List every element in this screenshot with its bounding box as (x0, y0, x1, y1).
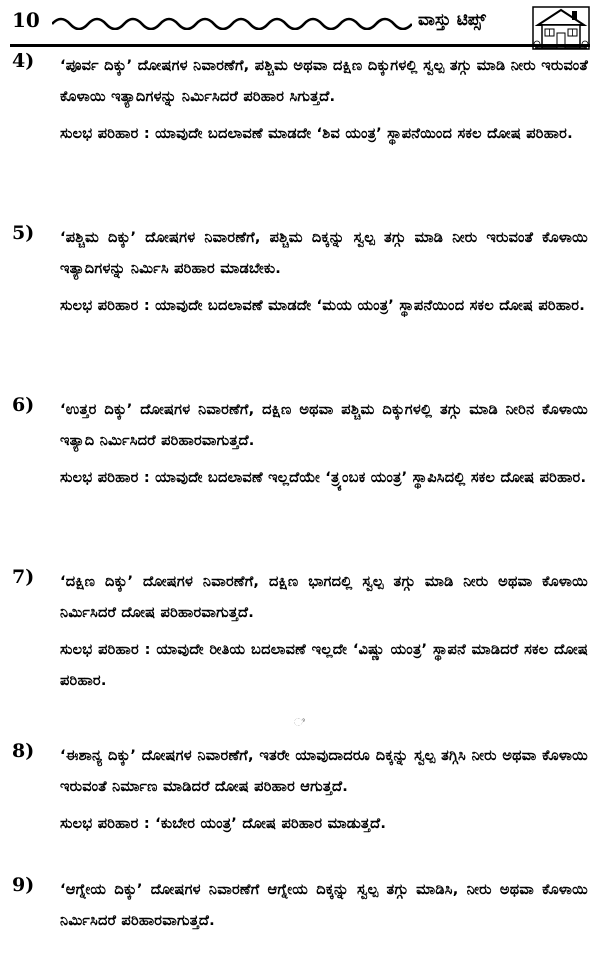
header-rule (10, 44, 590, 47)
entry-number: 6) (12, 394, 35, 416)
print-speck: ಿ (294, 716, 305, 729)
entry-remedy-text: ಸುಲಭ ಪರಿಹಾರ : ಯಾವುದೇ ಬದಲಾವಣೆ ಮಾಡದೇ ‘ಮಯ ಯಂತ್ರ’ ಸ್ಥಾಪನೆಯಿಂದ ಸಕಲ ದೋಷ ಪರಿಹಾರ. (60, 297, 585, 314)
entry-remedy-text: ಸುಲಭ ಪರಿಹಾರ : ಯಾವುದೇ ರೀತಿಯ ಬದಲಾವಣೆ ಇಲ್ಲದೇ ‘ವಿಷ್ಣು ಯಂತ್ರ’ ಸ್ಥಾಪನೆ ಮಾಡಿದರೆ ಸಕಲ ದೋಷ ಪರಿಹಾರ. (60, 641, 588, 689)
entry-number: 4) (12, 50, 35, 72)
entry-remedy-text: ಸುಲಭ ಪರಿಹಾರ : ಯಾವುದೇ ಬದಲಾವಣೆ ಇಲ್ಲದೆಯೇ ‘ತ್ರ್ಯಂಬಕ ಯಂತ್ರ’ ಸ್ಥಾಪಿಸಿದಲ್ಲಿ ಸಕಲ ದೋಷ ಪರಿಹಾರ. (60, 469, 587, 486)
entry-problem-text: ‘ಪಶ್ಚಿಮ ದಿಕ್ಕು’ ದೋಷಗಳ ನಿವಾರಣೆಗೆ, ಪಶ್ಚಿಮ ದಿಕ್ಕನ್ನು ಸ್ವಲ್ಪ ತಗ್ಗು ಮಾಡಿ ನೀರು ಇರುವಂತೆ ಕೊಳಾಯಿ ಇತ್ಯಾದಿಗಳನ್ನು ನಿರ್ಮಿಸಿ ಪರಿಹಾರ ಮಾಡಬೇಕು. (60, 229, 588, 277)
entry-problem-text: ‘ದಕ್ಷಿಣ ದಿಕ್ಕು’ ದೋಷಗಳ ನಿವಾರಣೆಗೆ, ದಕ್ಷಿಣ ಭಾಗದಲ್ಲಿ ಸ್ವಲ್ಪ ತಗ್ಗು ಮಾಡಿ ನೀರು ಅಥವಾ ಕೊಳಾಯಿ ನಿರ್ಮಿಸಿದರೆ ದೋಷ ಪರಿಹಾರವಾಗುತ್ತದೆ. (60, 573, 588, 621)
entry-body (60, 50, 588, 149)
entry-body (60, 740, 588, 839)
entry-number: 9) (12, 874, 35, 896)
entry-body (60, 566, 588, 696)
entry-problem-text: ‘ಆಗ್ನೇಯ ದಿಕ್ಕು’ ದೋಷಗಳ ನಿವಾರಣೆಗೆ ಆಗ್ನೇಯ ದಿಕ್ಕನ್ನು ಸ್ವಲ್ಪ ತಗ್ಗು ಮಾಡಿಸಿ, ನೀರು ಅಥವಾ ಕೊಳಾಯಿ ನಿರ್ಮಿಸಿದರೆ ಪರಿಹಾರವಾಗುತ್ತದೆ. (60, 881, 588, 929)
entry-body (60, 222, 588, 321)
page-number: 10 (12, 8, 40, 32)
entry-body (60, 394, 588, 493)
entry-number: 8) (12, 740, 35, 762)
entry-body (60, 874, 588, 936)
wave-ornament (52, 12, 412, 30)
entry-problem-text: ‘ಪೂರ್ವ ದಿಕ್ಕು’ ದೋಷಗಳ ನಿವಾರಣೆಗೆ, ಪಶ್ಚಿಮ ಅಥವಾ ದಕ್ಷಿಣ ದಿಕ್ಕುಗಳಲ್ಲಿ ಸ್ವಲ್ಪ ತಗ್ಗು ಮಾಡಿ ನೀರು ಇರುವಂತೆ ಕೊಳಾಯಿ ಇತ್ಯಾದಿಗಳನ್ನು ನಿರ್ಮಿಸಿದರೆ ಪರಿಹಾರ ಸಿಗುತ್ತದೆ. (60, 57, 588, 105)
entry-remedy-text: ಸುಲಭ ಪರಿಹಾರ : ‘ಕುಬೇರ ಯಂತ್ರ’ ದೋಷ ಪರಿಹಾರ ಮಾಡುತ್ತದೆ. (60, 815, 387, 832)
entry-problem-text: ‘ಉತ್ತರ ದಿಕ್ಕು’ ದೋಷಗಳ ನಿವಾರಣೆಗೆ, ದಕ್ಷಿಣ ಅಥವಾ ಪಶ್ಚಿಮ ದಿಕ್ಕುಗಳಲ್ಲಿ ತಗ್ಗು ಮಾಡಿ ನೀರಿನ ಕೊಳಾಯಿ ಇತ್ಯಾದಿ ನಿರ್ಮಿಸಿದರೆ ಪರಿಹಾರವಾಗುತ್ತದೆ. (60, 401, 588, 449)
entry-number: 5) (12, 222, 35, 244)
entry-problem-text: ‘ಈಶಾನ್ಯ ದಿಕ್ಕು’ ದೋಷಗಳ ನಿವಾರಣೆಗೆ, ಇತರೇ ಯಾವುದಾದರೂ ದಿಕ್ಕನ್ನು ಸ್ವಲ್ಪ ತಗ್ಗಿಸಿ ನೀರು ಅಥವಾ ಕೊಳಾಯಿ ಇರುವಂತೆ ನಿರ್ಮಾಣ ಮಾಡಿದರೆ ದೋಷ ಪರಿಹಾರ ಆಗುತ್ತದೆ. (60, 747, 588, 795)
running-title: ವಾಸ್ತು ಟಿಪ್ಸ್ (418, 10, 486, 30)
entry-number: 7) (12, 566, 35, 588)
entry-remedy-text: ಸುಲಭ ಪರಿಹಾರ : ಯಾವುದೇ ಬದಲಾವಣೆ ಮಾಡದೇ ‘ಶಿವ ಯಂತ್ರ’ ಸ್ಥಾಪನೆಯಿಂದ ಸಕಲ ದೋಷ ಪರಿಹಾರ. (60, 125, 573, 142)
